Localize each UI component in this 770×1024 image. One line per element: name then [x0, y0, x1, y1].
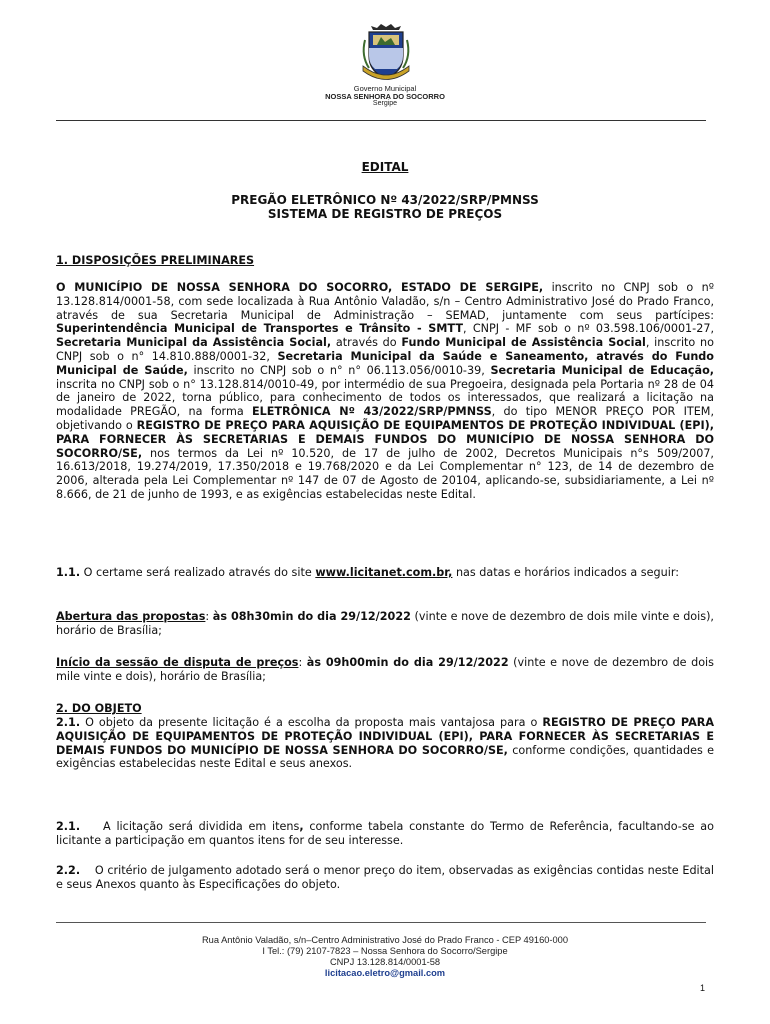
span: nos termos da Lei nº 10.520, de 17 de julho de 2002, Decretos Municipais n°s 509/2007, 16.613/2018, 19.274/2019, 17.350/2018 e 19.768/2020 e da Lei Complementar n° 123, de 14 de dezembro de 2006, alterada pela Lei Complementar nº 147 de 07 de Agosto de 20104, aplicando-se, subsidiariamente, a Lei nº 8.666, de 21 de junho de 1993, e as exigências estabelecidas neste Edital. — [56, 446, 714, 501]
span: Secretaria Municipal de Educação, — [490, 363, 715, 377]
pregao-title: PREGÃO ELETRÔNICO Nº 43/2022/SRP/PMNSS — [231, 193, 539, 207]
span: conforme condições, quantidades e exigências estabelecidas neste Edital e seus anexos. — [56, 743, 714, 771]
dispute-datetime: às 09h00min do dia 29/12/2022 — [306, 656, 509, 669]
site-link[interactable]: www.licitanet.com.br, — [315, 566, 453, 579]
span: : — [205, 610, 213, 623]
span: através do — [331, 336, 402, 350]
page-number: 1 — [700, 983, 706, 993]
sistema-title: SISTEMA DE REGISTRO DE PREÇOS — [267, 207, 503, 221]
proposal-opening — [56, 610, 714, 638]
span: inscrito no CNPJ sob o n° n° 06.113.056/0010-39, — [187, 363, 491, 377]
footer-phone: I Tel.: (79) 2107-7823 – Nossa Senhora do Socorro/Sergipe — [262, 946, 508, 956]
clause-2-1-object — [56, 716, 714, 771]
span: Superintendência Municipal de Transportes e Trânsito - SMTT — [56, 322, 463, 336]
clause-number: 2.1. — [56, 820, 81, 833]
span: Fundo Municipal de Assistência Social — [401, 336, 646, 350]
opening-label: Abertura das propostas — [56, 610, 206, 623]
span: : — [298, 656, 307, 669]
span: Secretaria Municipal da Saúde e Saneamento, através do Fundo Municipal de Saúde, — [56, 349, 714, 377]
span: ELETRÔNICA Nº 43/2022/SRP/PMNSS — [252, 405, 492, 419]
span: REGISTRO DE PREÇO PARA AQUISIÇÃO DE EQUIPAMENTOS DE PROTEÇÃO INDIVIDUAL (EPI), PARA FORNECER ÀS SECRETARIAS E DEMAIS FUNDOS DO MUNICÍPIO DE NOSSA SENHORA DO SOCORRO/SE, — [56, 716, 715, 757]
span: inscrita no CNPJ sob o n° 13.128.814/0010-49, por intermédio de sua Pregoeira, designada pela Portaria nº 28 de 04 de janeiro de 2022, torna público, para conhecimento de todos os interessados, que realizará a licitação na modalidade PREGÃO, na forma — [56, 377, 714, 419]
span: O critério de julgamento adotado será o menor preço do item, observadas as exigências contidas neste Edital e seus Anexos quanto às Especificações do objeto. — [56, 864, 718, 891]
span: conforme tabela constante do Termo de Referência, facultando-se ao licitante a participação em quantos itens for de seu interesse. — [56, 820, 714, 847]
span: inscrito no CNPJ sob o nº 13.128.814/0001-58, com sede localizada à Rua Antônio Valadão, s/n – Centro Administrativo José do Prado Franco, através de sua Secretaria Municipal de Administração – SEMAD, juntamente com seus partícipes: — [56, 281, 714, 322]
span: , inscrito no CNPJ sob o n° 14.810.888/0001-32, — [56, 336, 714, 363]
span: nas datas e horários indicados a seguir: — [452, 566, 679, 579]
gov-line-1: Governo Municipal — [353, 84, 417, 93]
header-divider — [56, 120, 706, 121]
section-2-heading: 2. DO OBJETO — [56, 702, 142, 715]
clause-2-1-items — [56, 820, 714, 848]
footer-divider — [56, 922, 706, 923]
span: (vinte e nove de dezembro de dois mile vinte e dois), horário de Brasília; — [56, 610, 714, 637]
span: REGISTRO DE PREÇO PARA AQUISIÇÃO DE EQUIPAMENTOS DE PROTEÇÃO INDIVIDUAL (EPI), PARA FORNECER ÀS SECRETARIAS E DEMAIS FUNDOS DO MUNICÍPIO DE NOSSA SENHORA DO SOCORRO/SE, — [56, 418, 715, 460]
span: , — [299, 820, 304, 833]
edital-title: EDITAL — [361, 160, 409, 174]
gov-line-2: NOSSA SENHORA DO SOCORRO — [325, 92, 445, 101]
opening-datetime: às 08h30min do dia 29/12/2022 — [212, 610, 411, 623]
span: , CNPJ - MF sob o nº 03.598.106/0001-27, — [462, 322, 715, 336]
clause-number: 1.1. — [56, 566, 81, 579]
span: (vinte e nove de dezembro de dois mile vinte e dois), horário de Brasília; — [56, 656, 714, 683]
dispute-start — [56, 656, 714, 684]
clause-1-1 — [56, 566, 714, 580]
gov-line-3: Sergipe — [372, 100, 398, 107]
clause-2-2 — [56, 864, 718, 892]
span: Secretaria Municipal da Assistência Social, — [56, 336, 332, 350]
footer-address: Rua Antônio Valadão, s/n–Centro Administrativo José do Prado Franco - CEP 49160-000 — [201, 935, 569, 945]
dispute-label: Início da sessão de disputa de preços — [56, 656, 299, 669]
preliminary-paragraph — [56, 281, 714, 502]
span: O MUNICÍPIO DE NOSSA SENHORA DO SOCORRO, ESTADO DE SERGIPE, — [56, 281, 544, 294]
coat-of-arms-logo — [355, 22, 417, 82]
span: O certame será realizado através do site — [80, 566, 316, 579]
footer-cnpj: CNPJ 13.128.814/0001-58 — [329, 957, 441, 967]
clause-number: 2.1. — [56, 716, 81, 729]
span: O objeto da presente licitação é a escolha da proposta mais vantajosa para o — [80, 716, 543, 729]
clause-number: 2.2. — [56, 864, 81, 877]
span: A licitação será dividida em itens — [80, 820, 300, 833]
section-1-heading: 1. DISPOSIÇÕES PRELIMINARES — [56, 254, 255, 267]
footer-email-link[interactable]: licitacao.eletro@gmail.com — [324, 968, 446, 978]
span: , do tipo MENOR PREÇO POR ITEM, objetivando o — [56, 405, 715, 432]
